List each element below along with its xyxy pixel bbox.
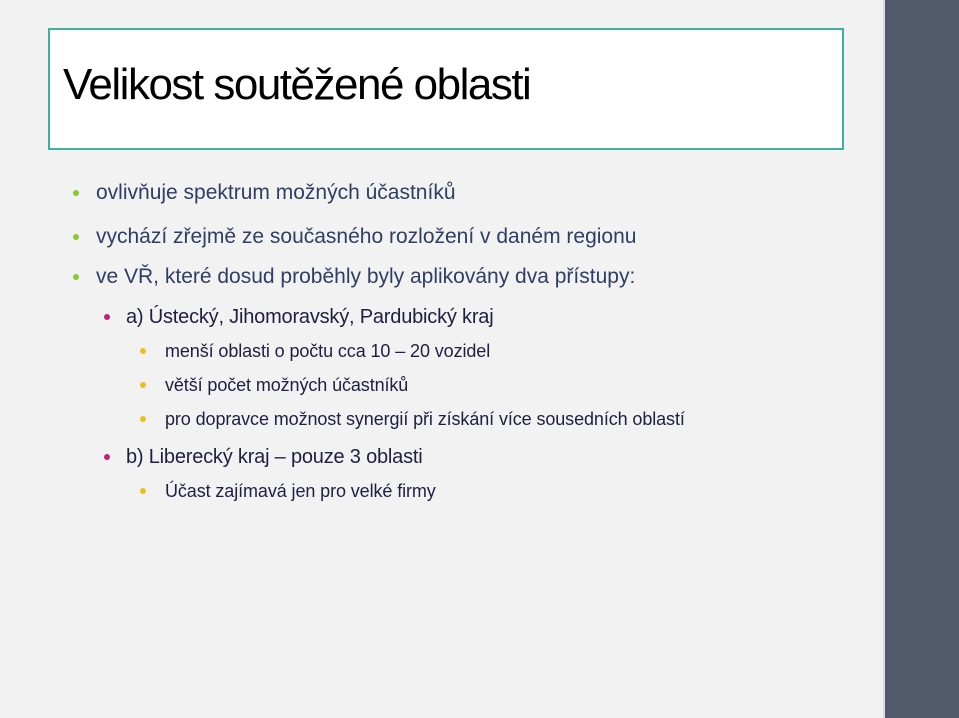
side-strip-edge <box>883 0 885 718</box>
bullet-item <box>165 342 490 360</box>
bullet-item <box>126 447 423 467</box>
bullet-text: menší oblasti o počtu cca 10 – 20 vozidel <box>165 341 491 361</box>
bullet-dot-icon <box>73 274 79 280</box>
bullet-text: pro dopravce možnost synergií při získání více sousedních oblastí <box>165 409 685 429</box>
bullet-text: větší počet možných účastníků <box>165 375 409 395</box>
bullet-dot-icon <box>140 488 146 494</box>
bullet-dot-icon <box>140 348 146 354</box>
bullet-dot-icon <box>140 382 146 388</box>
bullet-text: vychází zřejmě ze současného rozložení v daném regionu <box>96 225 637 248</box>
bullet-item <box>96 266 635 287</box>
bullet-item <box>96 226 636 247</box>
bullet-item <box>165 410 685 428</box>
bullet-item <box>165 482 436 500</box>
title-box <box>48 28 844 150</box>
bullet-dot-icon <box>104 454 110 460</box>
bullet-item <box>126 307 493 327</box>
bullet-dot-icon <box>104 314 110 320</box>
bullet-text: ovlivňuje spektrum možných účastníků <box>96 181 456 204</box>
bullet-item <box>165 376 408 394</box>
side-decoration-strip <box>883 0 959 718</box>
bullet-text: b) Liberecký kraj – pouze 3 oblasti <box>126 446 423 468</box>
bullet-text: Účast zajímavá jen pro velké firmy <box>165 481 436 501</box>
bullet-dot-icon <box>140 416 146 422</box>
bullet-item <box>96 182 456 203</box>
bullet-text: a) Ústecký, Jihomoravský, Pardubický kraj <box>126 306 494 328</box>
bullet-text: ve VŘ, které dosud proběhly byly aplikovány dva přístupy: <box>96 265 636 288</box>
slide-title: Velikost soutěžené oblasti <box>63 60 531 109</box>
bullet-dot-icon <box>73 190 79 196</box>
bullet-dot-icon <box>73 234 79 240</box>
